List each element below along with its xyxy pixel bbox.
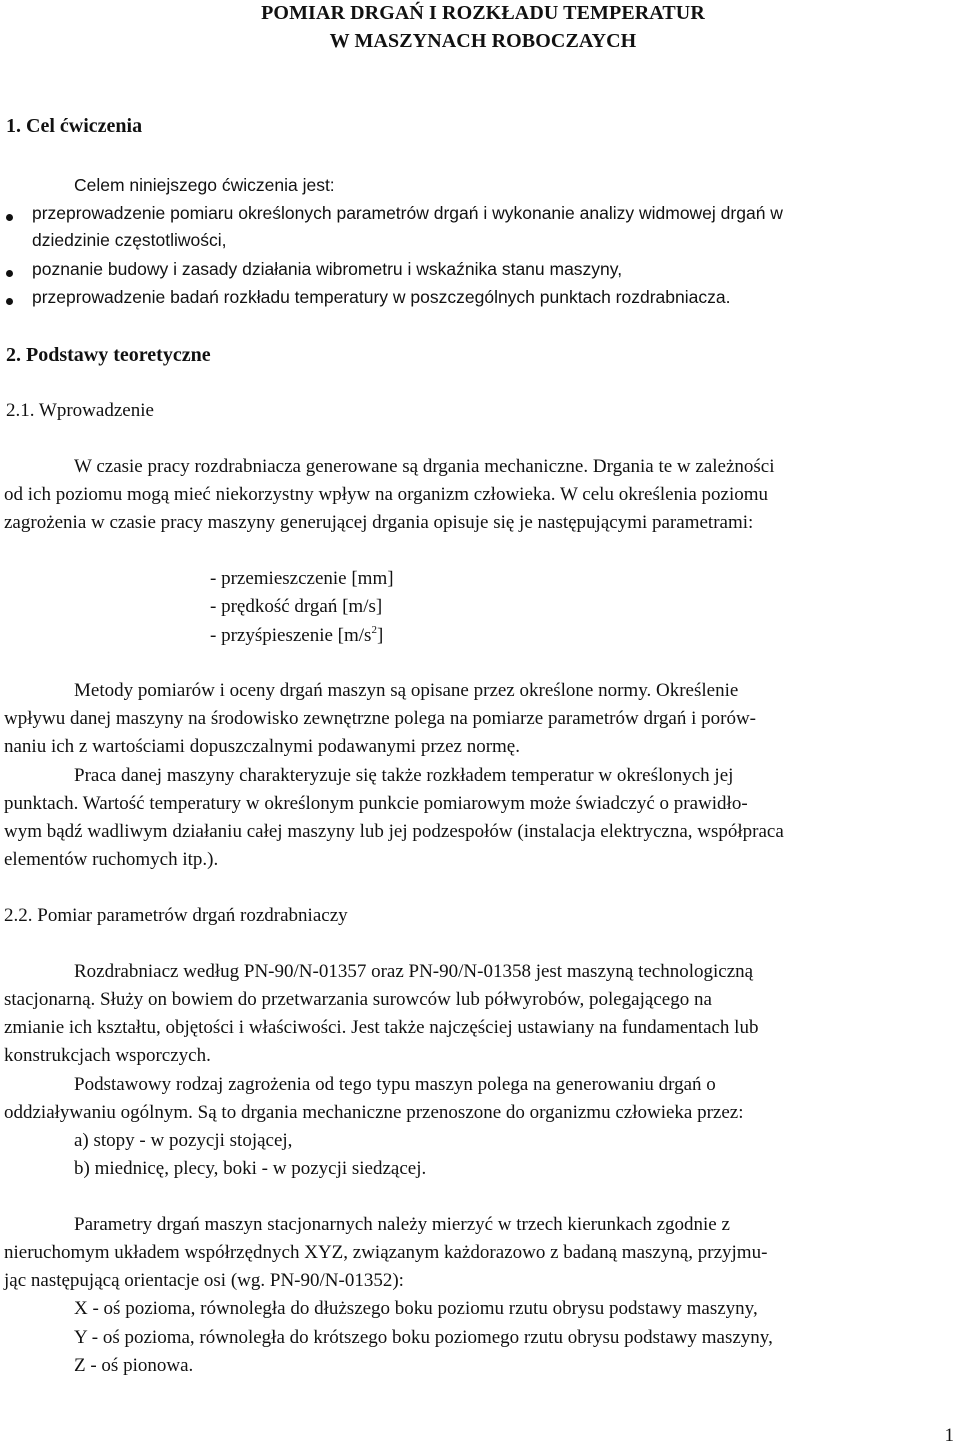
paragraph-line: Metody pomiarów i oceny drgań maszyn są opisane przez określone normy. Określenie <box>74 680 739 701</box>
paragraph-line: naniu ich z wartościami dopuszczalnymi podawanymi przez normę. <box>4 736 520 757</box>
paragraph-line: konstrukcjach wsporczych. <box>4 1045 211 1066</box>
parameter-velocity: - prędkość drgań [m/s] <box>210 596 383 617</box>
paragraph-line: wym bądź wadliwym działaniu całej maszyny lub jej podzespołów (instalacja elektryczna, współpraca <box>4 821 784 842</box>
section-2-1-heading: 2.1. Wprowadzenie <box>6 400 154 421</box>
document-title-line-1: POMIAR DRGAŃ I ROZKŁADU TEMPERATUR <box>261 2 705 24</box>
paragraph-line: wpływu danej maszyny na środowisko zewnętrzne polega na pomiarze parametrów drgań i porów- <box>4 708 757 729</box>
axis-x-definition: X - oś pozioma, równoległa do dłuższego boku poziomu rzutu obrysu podstawy maszyny, <box>74 1298 758 1319</box>
paragraph-line: zagrożenia w czasie pracy maszyny generującej drgania opisuje się je następującymi parametrami: <box>4 512 754 533</box>
paragraph-line: elementów ruchomych itp.). <box>4 849 219 870</box>
bullet-1-line-2: dziedzinie częstotliwości, <box>32 230 227 250</box>
section-2-heading: 2. Podstawy teoretyczne <box>6 344 211 366</box>
bullet-icon <box>6 214 13 221</box>
paragraph-line: punktach. Wartość temperatury w określonym punkcie pomiarowym może świadczyć o prawidło- <box>4 793 748 814</box>
paragraph-line: jąc następującą orientacje osi (wg. PN-90/N-01352): <box>4 1270 404 1291</box>
parameter-acceleration: - przyśpieszenie $[m/s^2]$ <box>210 624 384 646</box>
section-1-intro: Celem niniejszego ćwiczenia jest: <box>74 175 335 195</box>
paragraph-line: Parametry drgań maszyn stacjonarnych należy mierzyć w trzech kierunkach zgodnie z <box>74 1214 730 1235</box>
paragraph-line: stacjonarną. Służy on bowiem do przetwarzania surowców lub półwyrobów, polegającego na <box>4 989 712 1010</box>
document-title-line-2: W MASZYNACH ROBOCZAYCH <box>329 30 637 52</box>
paragraph-line: W czasie pracy rozdrabniacza generowane są drgania mechaniczne. Drgania te w zależności <box>74 456 775 477</box>
axis-z-definition: Z - oś pionowa. <box>74 1355 194 1376</box>
section-1-heading: 1. Cel ćwiczenia <box>6 115 143 137</box>
axis-y-definition: Y - oś pozioma, równoległa do krótszego boku poziomego rzutu obrysu podstawy maszyny, <box>74 1327 773 1348</box>
paragraph-line: zmianie ich kształtu, objętości i właściwości. Jest także najczęściej ustawiany na fundamentach lub <box>4 1017 759 1038</box>
paragraph-line: od ich poziomu mogą mieć niekorzystny wpływ na organizm człowieka. W celu określenia poziomu <box>4 484 769 505</box>
bullet-1-line-1: przeprowadzenie pomiaru określonych parametrów drgań i wykonanie analizy widmowej drgań w <box>32 203 783 223</box>
bullet-3-line-1: przeprowadzenie badań rozkładu temperatury w poszczególnych punktach rozdrabniacza. <box>32 287 731 307</box>
list-item: a) stopy - w pozycji stojącej, <box>74 1130 293 1151</box>
list-item: b) miednicę, plecy, boki - w pozycji siedzącej. <box>74 1158 427 1179</box>
parameter-displacement: - przemieszczenie [mm] <box>210 568 394 589</box>
bullet-2-line-1: poznanie budowy i zasady działania wibrometru i wskaźnika stanu maszyny, <box>32 259 623 279</box>
bullet-icon <box>6 270 13 277</box>
paragraph-line: Rozdrabniacz według PN-90/N-01357 oraz PN-90/N-01358 jest maszyną technologiczną <box>74 961 754 982</box>
bullet-icon <box>6 298 13 305</box>
paragraph-line: Praca danej maszyny charakteryzuje się także rozkładem temperatur w określonych jej <box>74 765 734 786</box>
page-number: 1 <box>944 1425 954 1446</box>
paragraph-line: nieruchomym układem współrzędnych XYZ, związanym każdorazowo z badaną maszyną, przyjmu- <box>4 1242 768 1263</box>
paragraph-line: Podstawowy rodzaj zagrożenia od tego typu maszyn polega na generowaniu drgań o <box>74 1074 716 1095</box>
section-2-2-heading: 2.2. Pomiar parametrów drgań rozdrabniaczy <box>4 905 348 926</box>
paragraph-line: oddziaływaniu ogólnym. Są to drgania mechaniczne przenoszone do organizmu człowieka przez: <box>4 1102 744 1123</box>
